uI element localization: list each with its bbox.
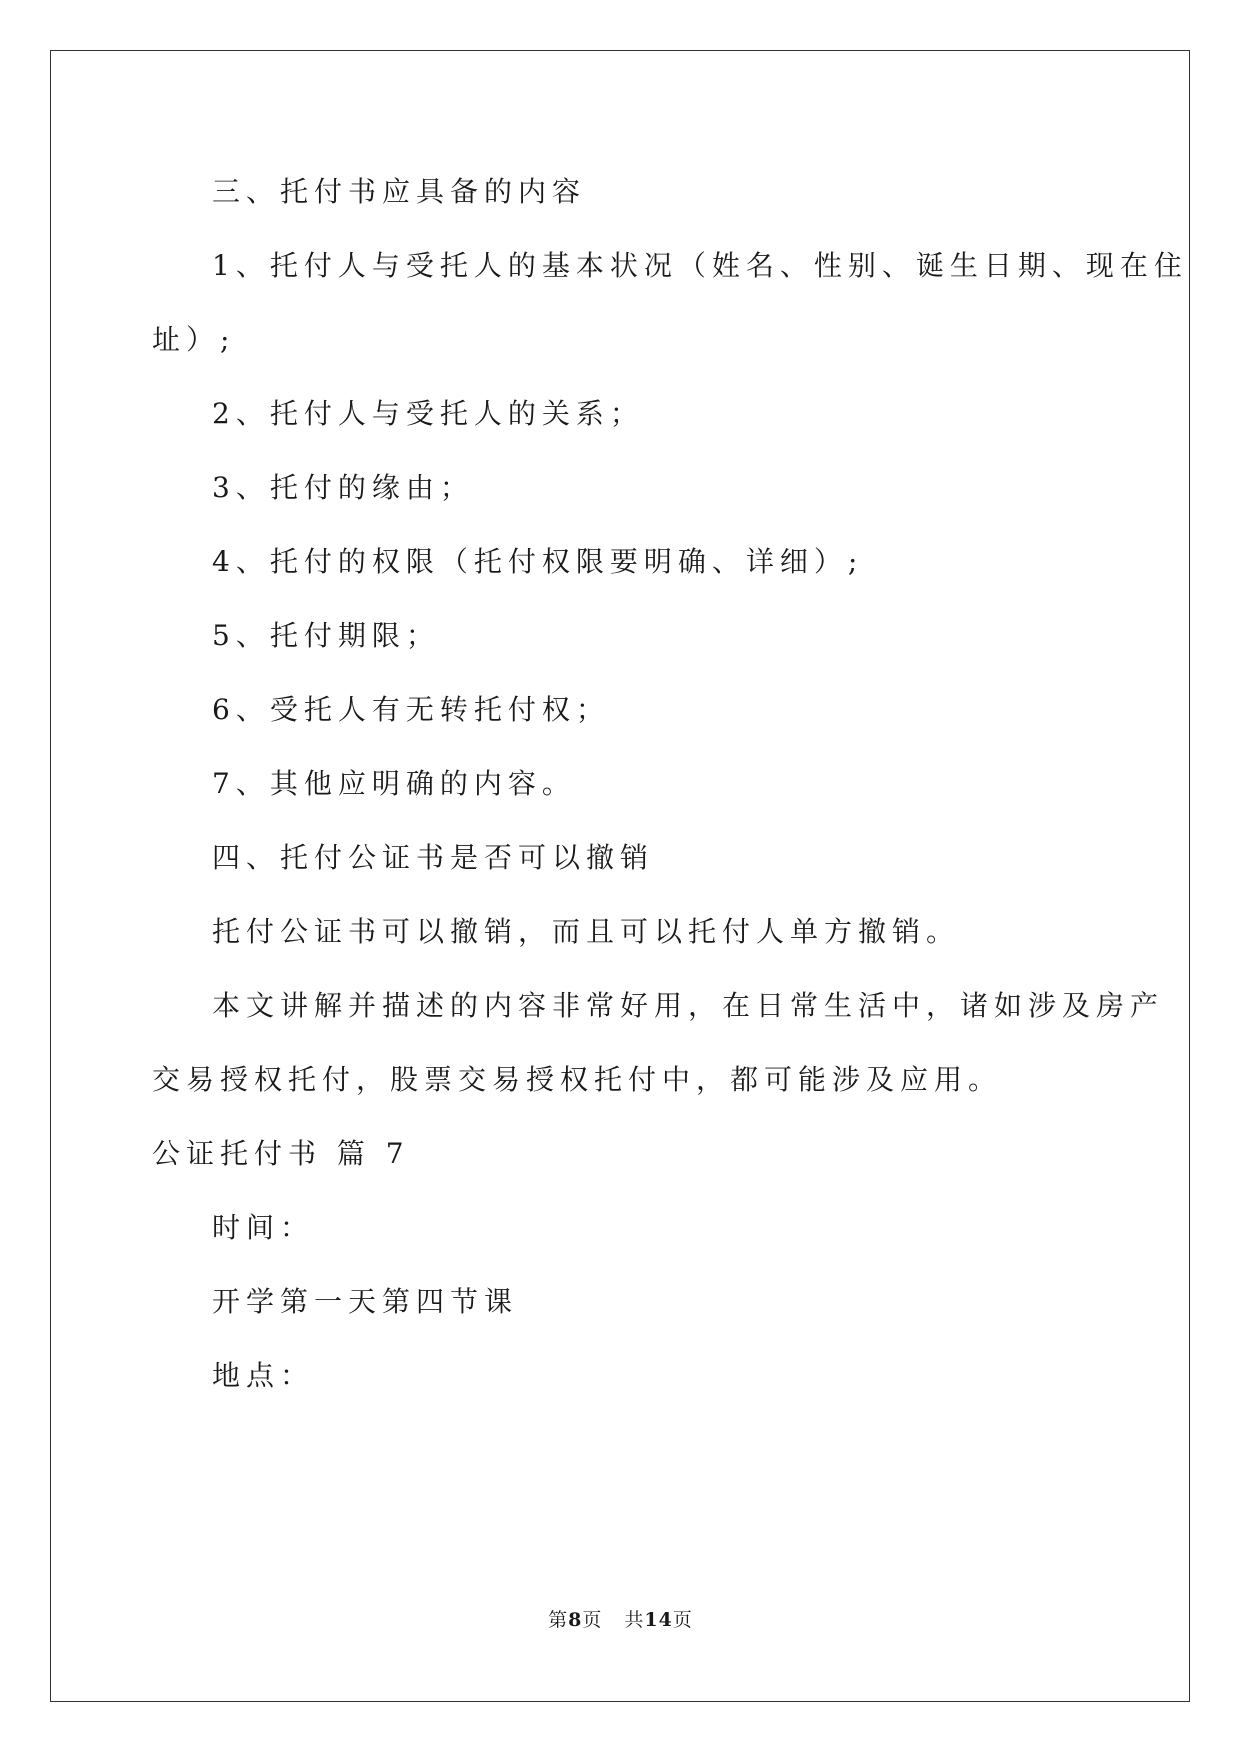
list-item-2: 2、托付人与受托人的关系； [212, 397, 644, 430]
list-item-5: 5、托付期限； [212, 619, 440, 652]
section-heading-4: 四、托付公证书是否可以撤销 [212, 841, 655, 874]
paragraph-revocation: 托付公证书可以撤销，而且可以托付人单方撤销。 [212, 915, 961, 948]
footer-prefix: 第 [548, 1609, 569, 1631]
list-item-3: 3、托付的缘由； [212, 471, 474, 504]
time-label: 时间： [212, 1211, 315, 1244]
paragraph-summary: 本文讲解并描述的内容非常好用，在日常生活中，诸如涉及房产 [212, 989, 1165, 1022]
list-item-4: 4、托付的权限（托付权限要明确、详细）; [212, 545, 864, 578]
footer-page-suffix: 页 [582, 1609, 603, 1631]
footer-page-number: 8 [568, 1609, 583, 1631]
time-value: 开学第一天第四节课 [212, 1285, 519, 1318]
footer-total-suffix: 页 [672, 1609, 693, 1631]
location-label: 地点： [212, 1359, 315, 1392]
section-heading-3: 三、托付书应具备的内容 [212, 175, 587, 208]
list-item-7: 7、其他应明确的内容。 [212, 767, 576, 800]
footer-total-pages: 14 [644, 1609, 673, 1631]
list-item-1: 1、托付人与受托人的基本状况（姓名、性别、诞生日期、现在住 [212, 249, 1188, 282]
article-title: 公证托付书 篇 7 [152, 1137, 410, 1170]
footer-total-prefix: 共 [624, 1609, 645, 1631]
page-footer [0, 1605, 1241, 1632]
list-item-1-continued: 址）; [152, 323, 236, 356]
paragraph-summary-continued: 交易授权托付，股票交易授权托付中，都可能涉及应用。 [152, 1063, 1003, 1096]
list-item-6: 6、受托人有无转托付权； [212, 693, 610, 726]
